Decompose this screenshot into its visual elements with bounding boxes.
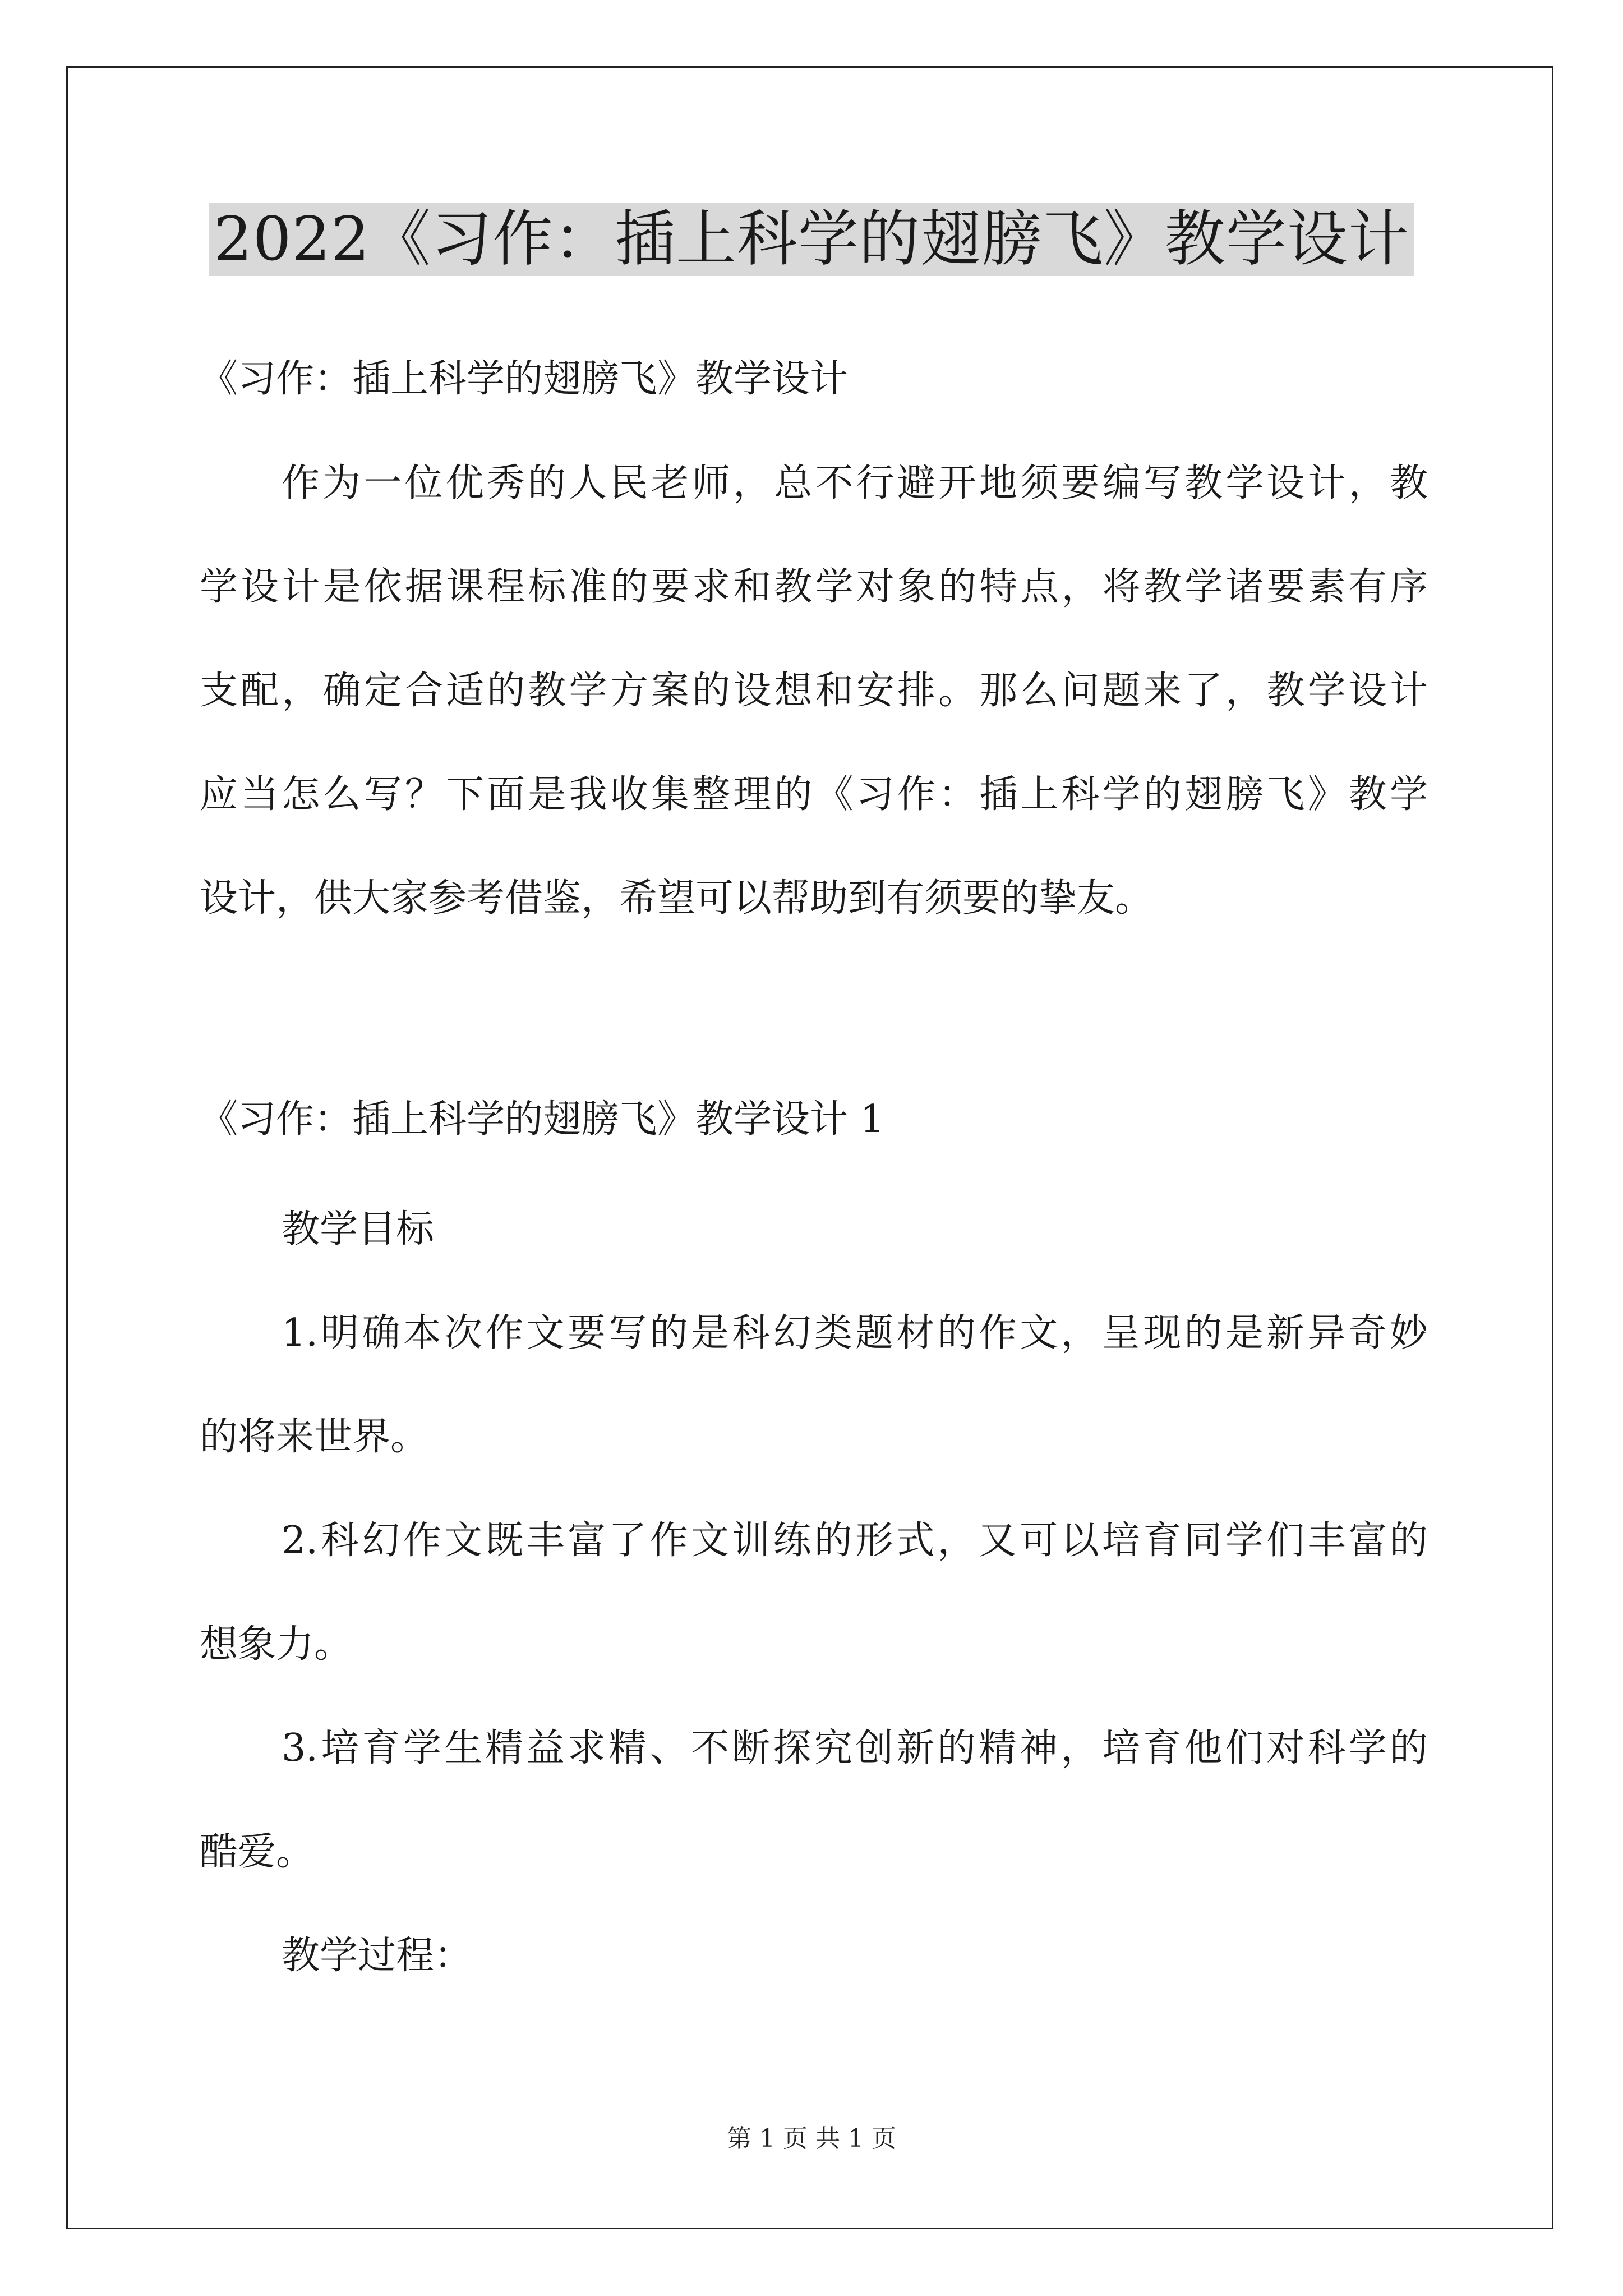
goal-1-line-2: 的将来世界。: [200, 1415, 429, 1459]
document-title: 2022《习作：插上科学的翅膀飞》教学设计: [209, 203, 1414, 276]
intro-line-2: 学设计是依据课程标准的要求和教学对象的特点，将教学诸要素有序: [200, 565, 1428, 609]
goals-heading: 教学目标: [282, 1207, 435, 1251]
page-footer: 第 1 页 共 1 页: [727, 2124, 896, 2153]
intro-line-5: 设计，供大家参考借鉴，希望可以帮助到有须要的挚友。: [200, 876, 1154, 921]
process-heading: 教学过程：: [282, 1934, 473, 1978]
intro-line-3: 支配，确定合适的教学方案的设想和安排。那么问题来了，教学设计: [200, 669, 1428, 713]
document-subtitle: 《习作：插上科学的翅膀飞》教学设计: [200, 357, 849, 401]
goal-3-line-2: 酷爱。: [200, 1830, 315, 1874]
goal-3-line-1: 3.培育学生精益求精、不断探究创新的精神，培育他们对科学的: [282, 1726, 1428, 1770]
goal-2-line-1: 2.科幻作文既丰富了作文训练的形式，又可以培育同学们丰富的: [282, 1519, 1428, 1563]
intro-line-1: 作为一位优秀的人民老师，总不行避开地须要编写教学设计，教: [282, 461, 1428, 505]
title-container: [0, 203, 1623, 276]
section-heading: 《习作：插上科学的翅膀飞》教学设计 1: [200, 1097, 884, 1142]
intro-line-4: 应当怎么写？下面是我收集整理的《习作：插上科学的翅膀飞》教学: [200, 772, 1428, 817]
goal-1-line-1: 1.明确本次作文要写的是科幻类题材的作文，呈现的是新异奇妙: [282, 1311, 1428, 1355]
goal-2-line-2: 想象力。: [200, 1622, 353, 1667]
